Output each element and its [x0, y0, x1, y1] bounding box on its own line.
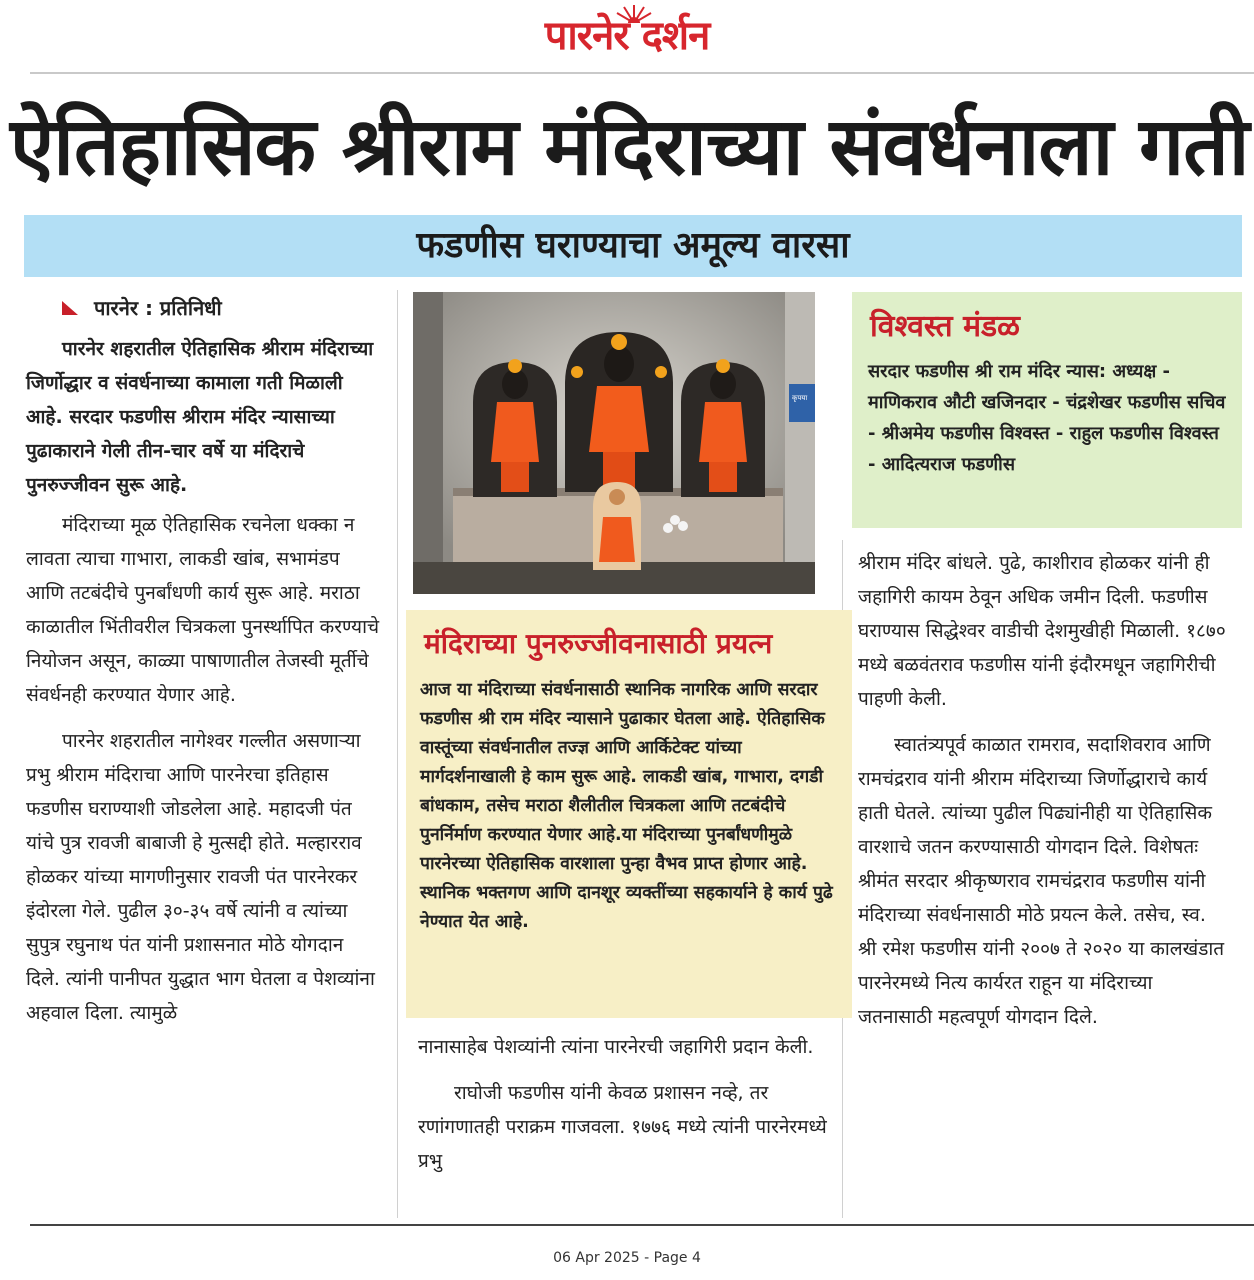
temple-photo-illustration — [413, 292, 815, 594]
footer-divider — [30, 1224, 1254, 1226]
body-paragraph: श्रीराम मंदिर बांधले. पुढे, काशीराव होळकर यांनी ही जहागिरी कायम ठेवून अधिक जमीन दिली. फडणीस घराण्यास सिद्धेश्वर वाडीची देशमुखीही मिळाली. १८७० मध्ये बळवंतराव फडणीस यांनी इंदौरमधून जहागिरीची पाहणी केली. — [858, 552, 1226, 710]
trust-box-title: विश्वस्त मंडळ — [870, 309, 1020, 344]
photo-sign-text: कृपया — [792, 394, 808, 402]
subheadline: फडणीस घराण्याचा अमूल्य वारसा — [416, 225, 850, 266]
efforts-box-body: आज या मंदिराच्या संवर्धनासाठी स्थानिक नागरिक आणि सरदार फडणीस श्री राम मंदिर न्यासाने पुढाकार घेतला आहे. ऐतिहासिक वास्तूंच्या संवर्धनातील तज्ज्ञ आणि आर्किटेक्ट यांच्या मार्गदर्शनाखाली हे काम सुरू आहे. लाकडी खांब, गाभारा, दगडी बांधकाम, तसेच मराठा शैलीतील चित्रकला आणि तटबंदीचे पुनर्निर्माण करण्यात येणार आहे.या मंदिराच्या पुनर्बांधणीमुळे पारनेरच्या ऐतिहासिक वारशाला पुन्हा वैभव प्राप्त होणार आहे. स्थानिक भक्तगण आणि दानशूर व्यक्तींच्या सहकार्याने हे कार्य पुढे नेण्यात येत आहे. — [420, 680, 833, 932]
page-footer: 06 Apr 2025 - Page 4 — [553, 1250, 701, 1266]
temple-idols-photo — [413, 292, 815, 594]
article-column-1 — [26, 332, 381, 1030]
lead-paragraph: पारनेर शहरातील ऐतिहासिक श्रीराम मंदिराच्या जिर्णोद्धार व संवर्धनाच्या कामाला गती मिळाली आहे. सरदार फडणीस श्रीराम मंदिर न्यासाच्या पुढाकाराने गेली तीन-चार वर्षे या मंदिराचे पुनरुज्जीवन सुरू आहे. — [26, 338, 374, 496]
masthead-divider — [30, 72, 1254, 74]
trust-board-box — [852, 292, 1242, 528]
body-paragraph: राघोजी फडणीस यांनी केवळ प्रशासन नव्हे, तर रणांगणातही पराक्रम गाजवला. १७७६ मध्ये त्यांनी पारनेरमध्ये प्रभु — [418, 1082, 827, 1172]
body-paragraph: पारनेर शहरातील नागेश्वर गल्लीत असणाऱ्या प्रभु श्रीराम मंदिराचा आणि पारनेरचा इतिहास फडणीस घराण्याशी जोडलेला आहे. महादजी पंत यांचे पुत्र रावजी बाबाजी हे मुत्सद्दी होते. मल्हारराव होळकर यांच्या मागणीनुसार रावजी पंत पारनेरकर इंदोरला गेले. पुढील ३०-३५ वर्षे त्यांनी व त्यांच्या सुपुत्र रघुनाथ पंत यांनी प्रशासनात मोठे योगदान दिले. त्यांनी पानीपत युद्धात भाग घेतला व पेशव्यांना अहवाल दिला. त्यामुळे — [26, 730, 375, 1024]
subheadline-band — [24, 215, 1242, 277]
trust-box-body: सरदार फडणीस श्री राम मंदिर न्यास: अध्यक्ष - माणिकराव औटी खजिनदार - चंद्रशेखर फडणीस सचिव - श्रीअमेय फडणीस विश्वस्त - राहुल फडणीस विश्वस्त - आदित्यराज फडणीस — [868, 361, 1226, 475]
body-paragraph: मंदिराच्या मूळ ऐतिहासिक रचनेला धक्का न लावता त्याचा गाभारा, लाकडी खांब, सभामंडप आणि तटबंदीचे पुनर्बांधणी कार्य सुरू आहे. मराठा काळातील भिंतीवरील चित्रकला पुनर्स्थापित करण्याचे नियोजन असून, काळ्या पाषाणातील तेजस्वी मूर्तीचे संवर्धनही करण्यात येणार आहे. — [26, 514, 380, 706]
efforts-box-title: मंदिराच्या पुनरुज्जीवनासाठी प्रयत्न — [424, 627, 773, 660]
masthead — [0, 0, 1254, 70]
dateline: पारनेर : प्रतिनिधी — [94, 296, 222, 320]
dateline-marker-icon — [62, 301, 78, 315]
body-paragraph: नानासाहेब पेशव्यांनी त्यांना पारनेरची जहागिरी प्रदान केली. — [418, 1036, 814, 1058]
article-column-2 — [418, 1030, 828, 1178]
body-paragraph: स्वातंत्र्यपूर्व काळात रामराव, सदाशिवराव आणि रामचंद्रराव यांनी श्रीराम मंदिराच्या जिर्णोद्धाराचे कार्य हाती घेतले. त्यांच्या पुढील पिढ्यांनीही या ऐतिहासिक वारशाचे जतन करण्यासाठी योगदान दिले. विशेषतः श्रीमंत सरदार श्रीकृष्णराव रामचंद्रराव फडणीस यांनी मंदिराच्या संवर्धनासाठी मोठे प्रयत्न केले. तसेच, स्व. श्री रमेश फडणीस यांनी २००७ ते २०२० या कालखंडात पारनेरमध्ये नित्य कार्यरत राहून या मंदिराच्या जतनासाठी महत्वपूर्ण योगदान दिले. — [858, 734, 1225, 1028]
revival-efforts-box — [406, 610, 852, 1018]
column-divider — [397, 290, 398, 1218]
article-column-3 — [858, 546, 1228, 1034]
masthead-logo-text[interactable]: पारनेर दर्शन — [544, 13, 710, 59]
headline: ऐतिहासिक श्रीराम मंदिराच्या संवर्धनाला गती — [10, 100, 1249, 193]
